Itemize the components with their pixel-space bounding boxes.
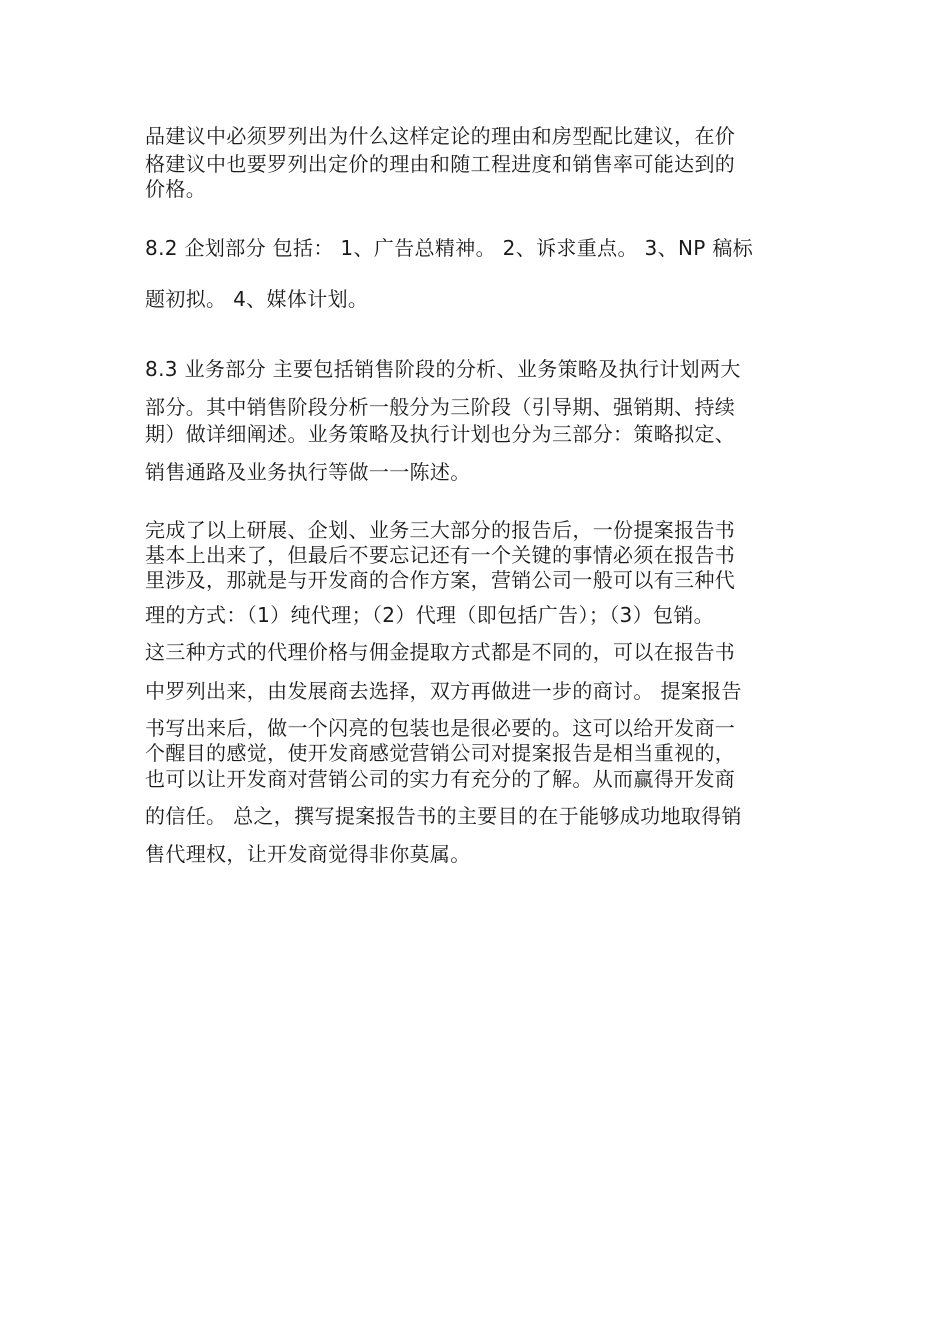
text-line: 题初拟。 4、媒体计划。	[145, 287, 369, 311]
text-line: 理的方式：（1）纯代理；（2）代理（即包括广告）；（3）包销。	[145, 603, 715, 627]
text-line: 也可以让开发商对营销公司的实力有充分的了解。从而赢得开发商	[145, 767, 736, 791]
text-line: 售代理权，让开发商觉得非你莫属。	[145, 842, 471, 866]
text-line: 书写出来后，做一个闪亮的包装也是很必要的。这可以给开发商一	[145, 716, 736, 740]
text-line: 个醒目的感觉，使开发商感觉营销公司对提案报告是相当重视的，	[145, 741, 736, 765]
text-line: 中罗列出来，由发展商去选择，双方再做进一步的商讨。 提案报告	[145, 679, 742, 703]
text-line: 基本上出来了，但最后不要忘记还有一个关键的事情必须在报告书	[145, 543, 736, 567]
text-line: 部分。其中销售阶段分析一般分为三阶段（引导期、强销期、持续	[145, 395, 736, 419]
text-line: 这三种方式的代理价格与佣金提取方式都是不同的，可以在报告书	[145, 640, 736, 664]
text-line: 里涉及，那就是与开发商的合作方案，营销公司一般可以有三种代	[145, 568, 736, 592]
text-line: 价格。	[145, 177, 207, 201]
text-line: 格建议中也要罗列出定价的理由和随工程进度和销售率可能达到的	[145, 152, 736, 176]
text-line: 销售通路及业务执行等做一一陈述。	[145, 460, 471, 484]
text-line: 完成了以上研展、企划、业务三大部分的报告后，一份提案报告书	[145, 518, 736, 542]
text-line: 8.3 业务部分 主要包括销售阶段的分析、业务策略及执行计划两大	[145, 357, 741, 381]
text-line: 8.2 企划部分 包括： 1、广告总精神。 2、诉求重点。 3、NP 稿标	[145, 236, 754, 260]
text-line: 期）做详细阐述。业务策略及执行计划也分为三部分：策略拟定、	[145, 422, 736, 446]
text-line: 的信任。 总之，撰写提案报告书的主要目的在于能够成功地取得销	[145, 804, 742, 828]
text-line: 品建议中必须罗列出为什么这样定论的理由和房型配比建议，在价	[145, 124, 736, 148]
